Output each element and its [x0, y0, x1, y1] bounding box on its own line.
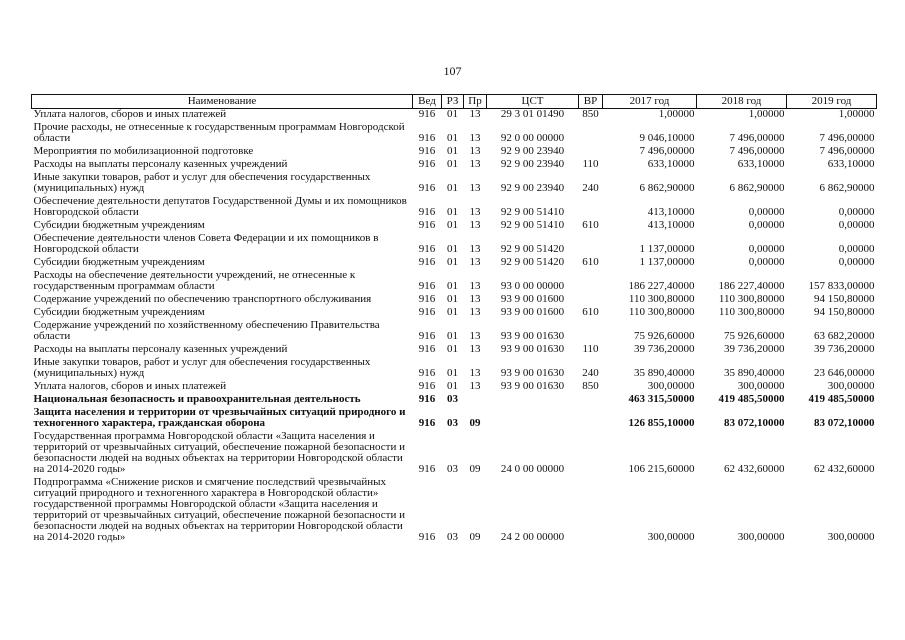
table-row [32, 268, 877, 292]
cell-cst: 92 9 00 51410 [500, 206, 565, 218]
cell-rz: 01 [447, 206, 458, 218]
cell-year-2018: 110 300,80000 [718, 293, 785, 305]
cell-year-2017: 75 926,60000 [634, 330, 695, 342]
table-row [32, 392, 877, 405]
cell-year-2018: 0,00000 [748, 206, 785, 218]
header-cst: ЦСТ [487, 95, 579, 109]
cell-vr [579, 405, 603, 429]
cell-year-2017: 463 315,50000 [628, 393, 695, 405]
cell-year-2017: 1 137,00000 [639, 243, 695, 255]
cell-year-2017: 110 300,80000 [628, 293, 695, 305]
header-name: Наименование [32, 95, 413, 109]
cell-year-2017: 9 046,10000 [639, 132, 695, 144]
cell-rz: 01 [447, 306, 458, 318]
cell-name: Обеспечение деятельности членов Совета Федерации и их помощников в Новгородской области [33, 232, 379, 255]
cell-name: Субсидии бюджетным учреждениям [33, 256, 205, 268]
cell-year-2019: 300,00000 [827, 531, 875, 543]
cell-ved: 916 [418, 158, 436, 170]
cell-year-2019: 7 496,00000 [819, 145, 875, 157]
cell-pr: 13 [469, 158, 481, 170]
cell-vr: 850 [582, 108, 599, 120]
cell-year-2017: 300,00000 [647, 531, 695, 543]
cell-name: Иные закупки товаров, работ и услуг для обеспечения государственных (муниципальных) нужд [33, 171, 371, 194]
table-row [32, 218, 877, 231]
cell-year-2019: 6 862,90000 [819, 182, 875, 194]
cell-ved: 916 [418, 330, 436, 342]
budget-table [31, 94, 877, 543]
cell-cst: 24 0 00 00000 [500, 463, 565, 475]
cell-name: Расходы на выплаты персоналу казенных учреждений [33, 158, 288, 170]
cell-cst: 24 2 00 00000 [500, 531, 565, 543]
table-row [32, 144, 877, 157]
cell-name: Уплата налогов, сборов и иных платежей [33, 108, 227, 120]
cell-year-2019: 62 432,60000 [814, 463, 875, 475]
cell-pr [464, 392, 487, 405]
cell-name: Мероприятия по мобилизационной подготовке [33, 145, 254, 157]
cell-cst: 93 9 00 01600 [500, 306, 565, 318]
cell-ved: 916 [418, 293, 436, 305]
cell-vr: 850 [582, 380, 599, 392]
cell-cst: 92 9 00 23940 [500, 182, 565, 194]
cell-year-2017: 35 890,40000 [634, 367, 695, 379]
table-row [32, 120, 877, 144]
cell-year-2018: 0,00000 [748, 256, 785, 268]
cell-rz: 03 [447, 393, 458, 405]
cell-name: Расходы на выплаты персоналу казенных учреждений [33, 343, 288, 355]
header-ved: Вед [413, 95, 442, 109]
cell-year-2018: 6 862,90000 [729, 182, 785, 194]
cell-rz: 01 [447, 108, 458, 120]
cell-cst: 93 9 00 01630 [500, 367, 565, 379]
cell-pr: 09 [469, 531, 481, 543]
cell-ved: 916 [418, 531, 436, 543]
cell-cst [487, 392, 579, 405]
cell-year-2019: 0,00000 [838, 256, 875, 268]
cell-year-2018: 75 926,60000 [724, 330, 785, 342]
cell-ved: 916 [418, 367, 436, 379]
cell-cst: 93 9 00 01630 [500, 343, 565, 355]
cell-rz: 01 [447, 158, 458, 170]
cell-year-2018: 0,00000 [748, 243, 785, 255]
cell-ved: 916 [418, 243, 436, 255]
cell-year-2019: 0,00000 [838, 243, 875, 255]
cell-rz: 01 [447, 132, 458, 144]
cell-year-2017: 300,00000 [647, 380, 695, 392]
table-row [32, 475, 877, 543]
table-body [32, 109, 877, 544]
table-row [32, 379, 877, 392]
cell-year-2019: 0,00000 [838, 206, 875, 218]
table-row [32, 429, 877, 475]
cell-name: Иные закупки товаров, работ и услуг для обеспечения государственных (муниципальных) нужд [33, 356, 371, 379]
cell-vr [579, 318, 603, 342]
cell-year-2018: 633,10000 [737, 158, 785, 170]
cell-year-2018: 7 496,00000 [729, 145, 785, 157]
cell-year-2019: 7 496,00000 [819, 132, 875, 144]
cell-vr: 240 [582, 182, 599, 194]
cell-pr: 13 [469, 219, 481, 231]
cell-ved: 916 [418, 206, 436, 218]
cell-year-2017: 1,00000 [658, 108, 695, 120]
cell-year-2019: 419 485,50000 [808, 393, 875, 405]
cell-pr: 13 [469, 206, 481, 218]
cell-name: Субсидии бюджетным учреждениям [33, 306, 205, 318]
cell-year-2017: 7 496,00000 [639, 145, 695, 157]
cell-year-2019: 39 736,20000 [814, 343, 875, 355]
cell-year-2019: 633,10000 [827, 158, 875, 170]
cell-year-2019: 94 150,80000 [814, 293, 875, 305]
cell-ved: 916 [418, 417, 436, 429]
cell-vr: 610 [582, 306, 599, 318]
cell-year-2017: 106 215,60000 [628, 463, 695, 475]
cell-name: Субсидии бюджетным учреждениям [33, 219, 205, 231]
page-number: 107 [443, 64, 462, 78]
cell-ved: 916 [418, 463, 436, 475]
header-2018: 2018 год [697, 95, 787, 109]
cell-year-2019: 63 682,20000 [814, 330, 875, 342]
cell-year-2017: 6 862,90000 [639, 182, 695, 194]
cell-cst: 92 9 00 51410 [500, 219, 565, 231]
cell-rz: 01 [447, 182, 458, 194]
cell-cst: 93 9 00 01600 [500, 293, 565, 305]
cell-cst: 29 3 01 01490 [500, 108, 565, 120]
cell-pr: 13 [469, 243, 481, 255]
cell-vr [579, 268, 603, 292]
cell-year-2019: 83 072,10000 [814, 417, 875, 429]
cell-vr: 610 [582, 219, 599, 231]
cell-vr: 610 [582, 256, 599, 268]
cell-cst: 93 9 00 01630 [500, 330, 565, 342]
cell-ved: 916 [418, 306, 436, 318]
cell-ved: 916 [418, 132, 436, 144]
cell-ved: 916 [418, 280, 436, 292]
header-2017: 2017 год [603, 95, 697, 109]
cell-vr [579, 231, 603, 255]
cell-vr: 240 [582, 367, 599, 379]
table-header [32, 95, 877, 109]
cell-year-2019: 23 646,00000 [814, 367, 875, 379]
cell-rz: 01 [447, 256, 458, 268]
header-vr: ВР [579, 95, 603, 109]
cell-rz: 01 [447, 243, 458, 255]
cell-pr: 13 [469, 108, 481, 120]
cell-pr: 13 [469, 343, 481, 355]
cell-ved: 916 [418, 108, 436, 120]
table-row [32, 342, 877, 355]
table-row [32, 157, 877, 170]
cell-rz: 01 [447, 219, 458, 231]
cell-rz: 01 [447, 380, 458, 392]
cell-year-2018: 1,00000 [748, 108, 785, 120]
cell-ved: 916 [418, 380, 436, 392]
cell-rz: 01 [447, 330, 458, 342]
cell-year-2018: 300,00000 [737, 380, 785, 392]
cell-year-2017: 186 227,40000 [628, 280, 695, 292]
cell-name: Государственная программа Новгородской области «Защита населения и территорий от чрезвычайных ситуаций, обеспечение пожарной безопасности и безопасности людей на водных объектах на территории Новгородской области на 2014-2020 годы» [33, 430, 406, 475]
cell-cst: 93 0 00 00000 [500, 280, 565, 292]
cell-pr: 13 [469, 132, 481, 144]
cell-rz: 01 [447, 145, 458, 157]
cell-ved: 916 [418, 145, 436, 157]
cell-cst: 92 9 00 51420 [500, 256, 565, 268]
cell-cst: 92 0 00 00000 [500, 132, 565, 144]
cell-year-2019: 157 833,00000 [808, 280, 875, 292]
cell-year-2017: 413,10000 [647, 219, 695, 231]
cell-pr: 13 [469, 293, 481, 305]
cell-year-2018: 35 890,40000 [724, 367, 785, 379]
table-row [32, 170, 877, 194]
cell-pr: 13 [469, 380, 481, 392]
header-2019: 2019 год [787, 95, 877, 109]
table-row [32, 109, 877, 121]
cell-cst [487, 405, 579, 429]
cell-cst: 93 9 00 01630 [500, 380, 565, 392]
cell-year-2019: 1,00000 [838, 108, 875, 120]
table-row [32, 231, 877, 255]
table-row [32, 292, 877, 305]
table-row [32, 305, 877, 318]
cell-rz: 01 [447, 343, 458, 355]
cell-vr: 110 [582, 158, 599, 170]
cell-vr [579, 144, 603, 157]
cell-vr [579, 475, 603, 543]
cell-name: Уплата налогов, сборов и иных платежей [33, 380, 227, 392]
cell-name: Обеспечение деятельности депутатов Государственной Думы и их помощников Новгородской области [33, 195, 407, 218]
table-row [32, 255, 877, 268]
cell-pr: 13 [469, 306, 481, 318]
cell-rz: 03 [447, 463, 458, 475]
cell-name: Национальная безопасность и правоохранительная деятельность [33, 393, 361, 405]
cell-year-2019: 0,00000 [838, 219, 875, 231]
cell-year-2019: 94 150,80000 [814, 306, 875, 318]
header-pr: Пр [464, 95, 487, 109]
cell-year-2018: 110 300,80000 [718, 306, 785, 318]
header-rz: РЗ [442, 95, 464, 109]
table-row [32, 355, 877, 379]
cell-pr: 13 [469, 280, 481, 292]
cell-year-2018: 300,00000 [737, 531, 785, 543]
cell-year-2018: 39 736,20000 [724, 343, 785, 355]
cell-cst: 92 9 00 23940 [500, 145, 565, 157]
cell-vr [579, 292, 603, 305]
cell-pr: 13 [469, 145, 481, 157]
cell-rz: 03 [447, 531, 458, 543]
cell-pr: 13 [469, 330, 481, 342]
cell-name: Содержание учреждений по обеспечению транспортного обслуживания [33, 293, 372, 305]
cell-rz: 01 [447, 293, 458, 305]
cell-cst: 92 9 00 23940 [500, 158, 565, 170]
cell-year-2018: 83 072,10000 [724, 417, 785, 429]
table-row [32, 194, 877, 218]
cell-year-2018: 419 485,50000 [718, 393, 785, 405]
cell-vr [579, 194, 603, 218]
cell-name: Расходы на обеспечение деятельности учреждений, не отнесенные к государственным программам области [33, 269, 356, 292]
cell-year-2018: 0,00000 [748, 219, 785, 231]
cell-name: Содержание учреждений по хозяйственному обеспечению Правительства области [33, 319, 380, 342]
table-row [32, 405, 877, 429]
cell-pr: 13 [469, 256, 481, 268]
table-row [32, 318, 877, 342]
cell-rz: 01 [447, 367, 458, 379]
cell-ved: 916 [418, 219, 436, 231]
cell-year-2017: 126 855,10000 [628, 417, 695, 429]
cell-year-2018: 7 496,00000 [729, 132, 785, 144]
cell-year-2017: 1 137,00000 [639, 256, 695, 268]
cell-vr [579, 120, 603, 144]
cell-ved: 916 [418, 182, 436, 194]
cell-name: Защита населения и территории от чрезвычайных ситуаций природного и техногенного характера, гражданская оборона [33, 406, 406, 429]
cell-ved: 916 [418, 343, 436, 355]
cell-ved: 916 [418, 393, 436, 405]
cell-pr: 13 [469, 182, 481, 194]
cell-vr: 110 [582, 343, 599, 355]
cell-year-2017: 110 300,80000 [628, 306, 695, 318]
cell-rz: 03 [447, 417, 458, 429]
cell-year-2017: 39 736,20000 [634, 343, 695, 355]
cell-year-2019: 300,00000 [827, 380, 875, 392]
cell-name: Прочие расходы, не отнесенные к государственным программам Новгородской области [33, 121, 405, 144]
cell-pr: 13 [469, 367, 481, 379]
cell-vr [579, 429, 603, 475]
cell-name: Подпрограмма «Снижение рисков и смягчение последствий чрезвычайных ситуаций природного и техногенного характера в Новгородской области» государственной программы Новгородской области «Защита населения и территорий от чрезвычайных ситуаций, обеспечение пожарной безопасности и безопасности людей на водных объектах на территории Новгородской области на 2014-2020 годы» [33, 476, 406, 543]
cell-cst: 92 9 00 51420 [500, 243, 565, 255]
cell-vr [579, 392, 603, 405]
cell-year-2018: 186 227,40000 [718, 280, 785, 292]
cell-year-2017: 633,10000 [647, 158, 695, 170]
cell-year-2017: 413,10000 [647, 206, 695, 218]
cell-pr: 09 [469, 463, 481, 475]
cell-ved: 916 [418, 256, 436, 268]
cell-year-2018: 62 432,60000 [724, 463, 785, 475]
cell-rz: 01 [447, 280, 458, 292]
cell-pr: 09 [469, 417, 481, 429]
